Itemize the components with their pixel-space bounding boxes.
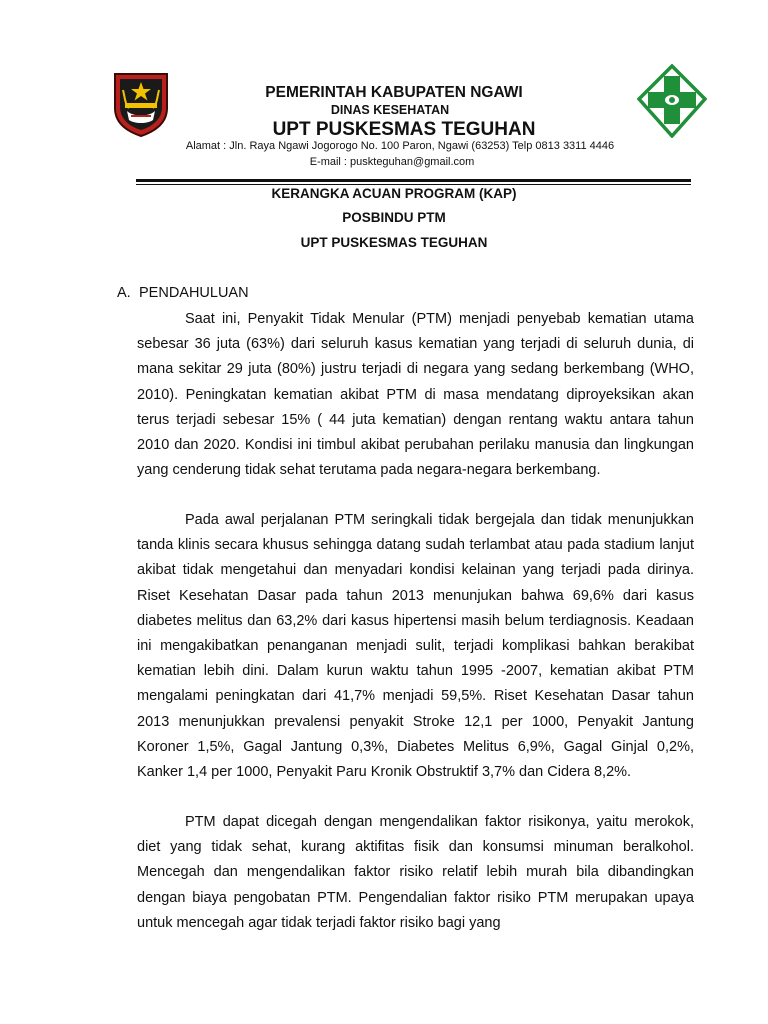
government-name: PEMERINTAH KABUPATEN NGAWI: [265, 84, 523, 101]
institution-name: UPT PUSKESMAS TEGUHAN: [300, 235, 488, 250]
letterhead-divider-thin: [136, 184, 691, 185]
letterhead-divider-thick: [136, 179, 691, 182]
document-title: KERANGKA ACUAN PROGRAM (KAP): [271, 186, 517, 201]
paragraph-2: Pada awal perjalanan PTM seringkali tidak bergejala dan tidak menunjukkan tanda klinis secara khusus sehingga datang sudah terlambat atau pada stadium lanjut akibat tidak mengetahui dan menyadari kondisi kelainan yang terjadi pada dirinya. Riset Kesehatan Dasar pada tahun 2013 menunjukan bahwa 69,6% dari kasus diabetes melitus dan 63,2% dari kasus hipertensi masih belum terdiagnosis. Keadaan ini mengakibatkan penanganan menjadi sulit, terjadi komplikasi bahkan berakibat kematian lebih dini. Dalam kurun waktu tahun 1995 -2007, kematian akibat PTM mengalami peningkatan dari 41,7% menjadi 59,5%. Riset Kesehatan Dasar tahun 2013 menunjukkan prevalensi penyakit Stroke 12,1 per 1000, Penyakit Jantung Koroner 1,5%, Gagal Jantung 0,3%, Diabetes Melitus 6,9%, Gagal Ginjal 0,2%, Kanker 1,4 per 1000, Penyakit Paru Kronik Obstruktif 3,7% dan Cidera 8,2%.: [137, 512, 694, 781]
section-number: A.: [117, 285, 131, 301]
section-title: PENDAHULUAN: [139, 285, 249, 301]
program-name: POSBINDU PTM: [342, 210, 446, 225]
paragraph-3: PTM dapat dicegah dengan mengendalikan faktor risikonya, yaitu merokok, diet yang tidak sehat, kurang aktifitas fisik dan konsumsi minuman beralkohol. Mencegah dan mengendalikan faktor risiko relatif lebih murah bila dibandingkan dengan biaya pengobatan PTM. Pengendalian faktor risiko PTM merupakan upaya untuk mencegah agar tidak terjadi faktor risiko bagi yang: [137, 814, 694, 931]
section-heading: [117, 285, 249, 301]
paragraph-1: Saat ini, Penyakit Tidak Menular (PTM) menjadi penyebab kematian utama sebesar 36 juta (63%) dari seluruh kasus kematian yang terjadi di seluruh dunia, di mana sekitar 29 juta (80%) justru terjadi di negara yang sedang berkembang (WHO, 2010). Peningkatan kematian akibat PTM di masa mendatang diproyeksikan akan terus terjadi sebesar 15% ( 44 juta kematian) dengan rentang waktu antara tahun 2010 dan 2020. Kondisi ini timbul akibat perubahan perilaku manusia dan lingkungan yang cenderung tidak sehat terutama pada negara-negara berkembang.: [137, 311, 694, 479]
department-name: DINAS KESEHATAN: [330, 103, 450, 117]
address-line: Alamat : Jln. Raya Ngawi Jogorogo No. 100 Paron, Ngawi (63253) Telp 0813 3311 4446: [185, 140, 615, 152]
email-line: E-mail : puskteguhan@gmail.com: [309, 156, 475, 168]
unit-name: UPT PUSKESMAS TEGUHAN: [272, 119, 536, 140]
